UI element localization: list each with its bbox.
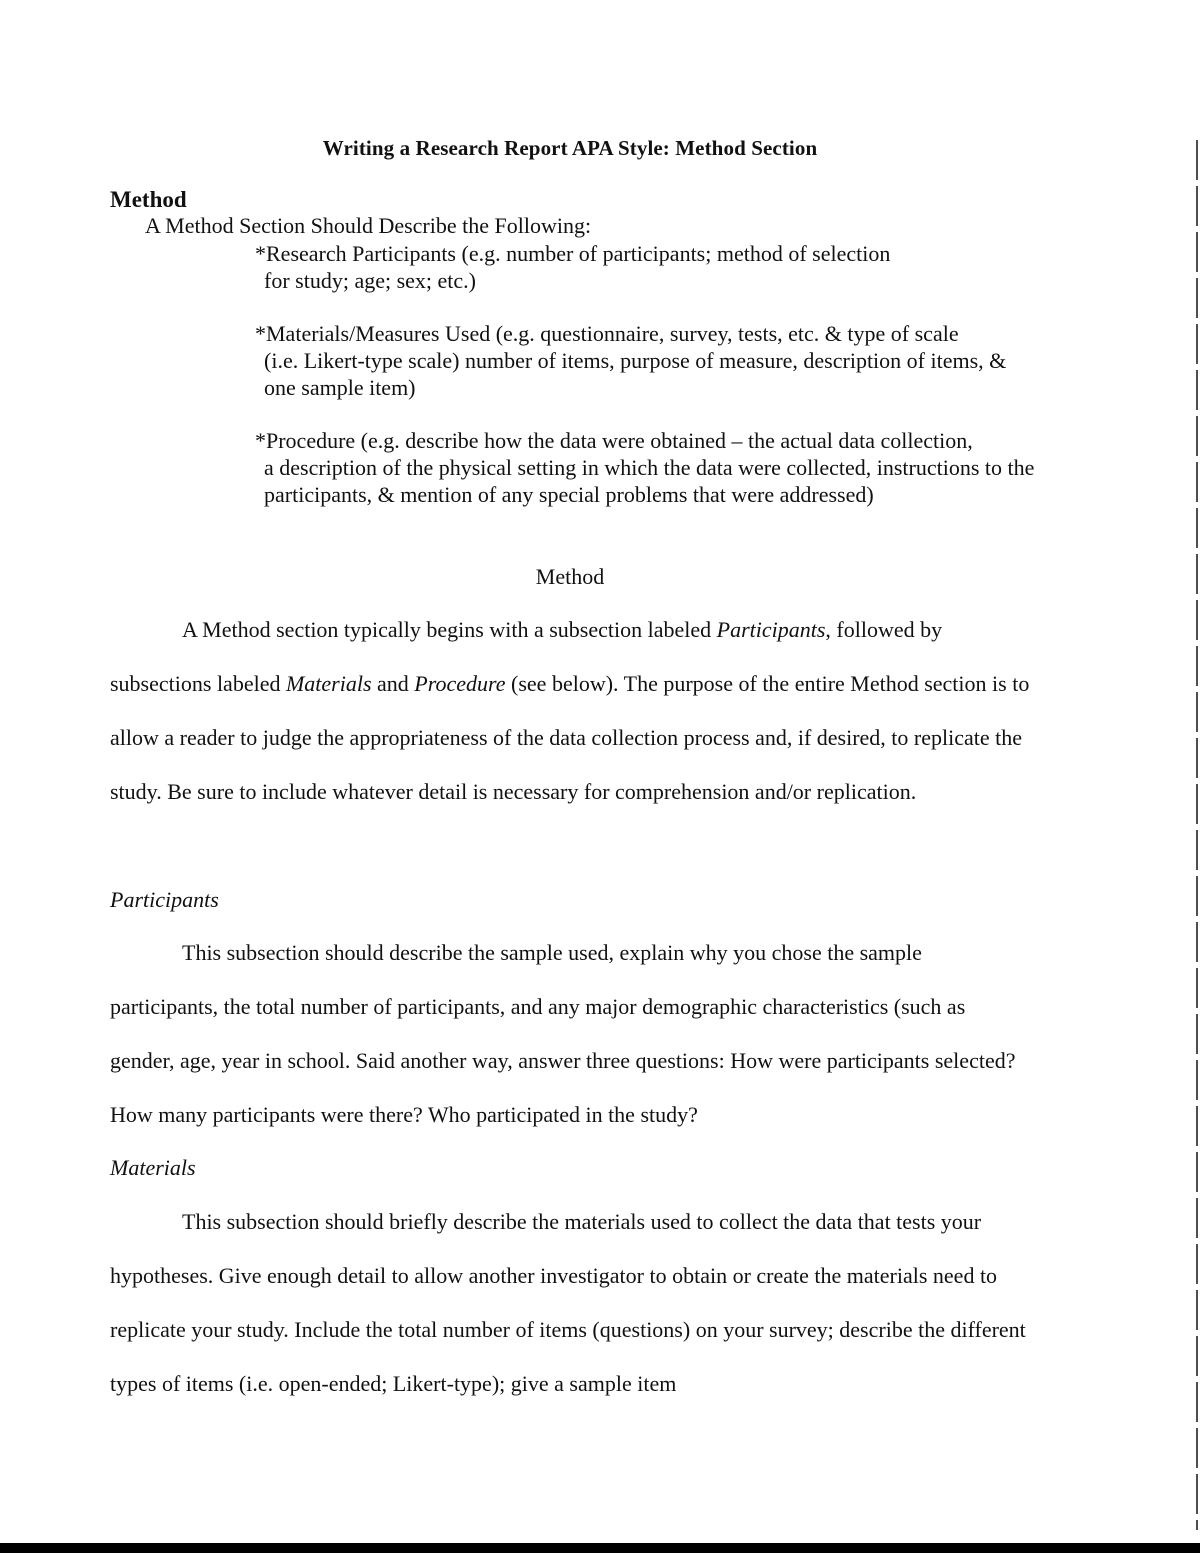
bullet-first-line: *Research Participants (e.g. number of participants; method of selection xyxy=(255,241,891,266)
paragraph-text: This subsection should briefly describe the materials used to collect the data that tests your hypotheses. Give enough detail to allow another investigator to obtain or create the materials need to replicate your study. Include the total number of items (questions) on your survey; describe the different types of items (i.e. open-ended; Likert-type); give a sample item xyxy=(110,1209,1026,1396)
paragraph-text: (see below). The purpose of the entire Method section is to allow a reader to judge the appropriateness of the data collection process and, if desired, to replicate the study. Be sure to include whatever detail is necessary for comprehension and/or replication. xyxy=(110,671,1030,804)
paragraph-text: , followed by subsections labeled xyxy=(110,617,943,696)
bullet-first-line: *Procedure (e.g. describe how the data were obtained – the actual data collection, xyxy=(255,428,973,453)
bullet-continuation: (i.e. Likert-type scale) number of items, purpose of measure, description of items, & one sample item) xyxy=(264,348,1007,400)
bullet-continuation: for study; age; sex; etc.) xyxy=(264,268,476,293)
document-title: Writing a Research Report APA Style: Method Section xyxy=(322,136,818,160)
bullet-materials xyxy=(255,320,1035,401)
method-paragraph xyxy=(110,603,1035,819)
paragraph-text: and xyxy=(371,671,415,696)
bullet-first-line: *Materials/Measures Used (e.g. questionnaire, survey, tests, etc. & type of scale xyxy=(255,321,959,346)
scan-edge-line xyxy=(1196,140,1198,1530)
materials-paragraph xyxy=(110,1195,1035,1411)
centered-method-heading: Method xyxy=(535,564,605,589)
subheading-participants: Participants xyxy=(110,887,219,912)
intro-line: A Method Section Should Describe the Following: xyxy=(145,213,592,238)
subheading-materials: Materials xyxy=(110,1155,196,1180)
paragraph-text: This subsection should describe the sample used, explain why you chose the sample participants, the total number of participants, and any major demographic characteristics (such as gender, age, year in school. Said another way, answer three questions: How were participants selected? How many participants were there? Who participated in the study? xyxy=(110,940,1016,1127)
italic-term-procedure: Procedure xyxy=(414,671,506,696)
italic-term-participants: Participants xyxy=(716,617,826,642)
paragraph-text: A Method section typically begins with a subsection labeled xyxy=(182,617,717,642)
scan-bottom-bar xyxy=(0,1543,1200,1553)
bullet-procedure xyxy=(255,427,1045,508)
bullet-participants xyxy=(255,240,1035,294)
participants-paragraph xyxy=(110,926,1035,1142)
italic-term-materials: Materials xyxy=(285,671,372,696)
section-heading: Method xyxy=(110,187,187,212)
bullet-continuation: a description of the physical setting in which the data were collected, instructions to the participants, & mention of any special problems that were addressed) xyxy=(264,455,1035,507)
